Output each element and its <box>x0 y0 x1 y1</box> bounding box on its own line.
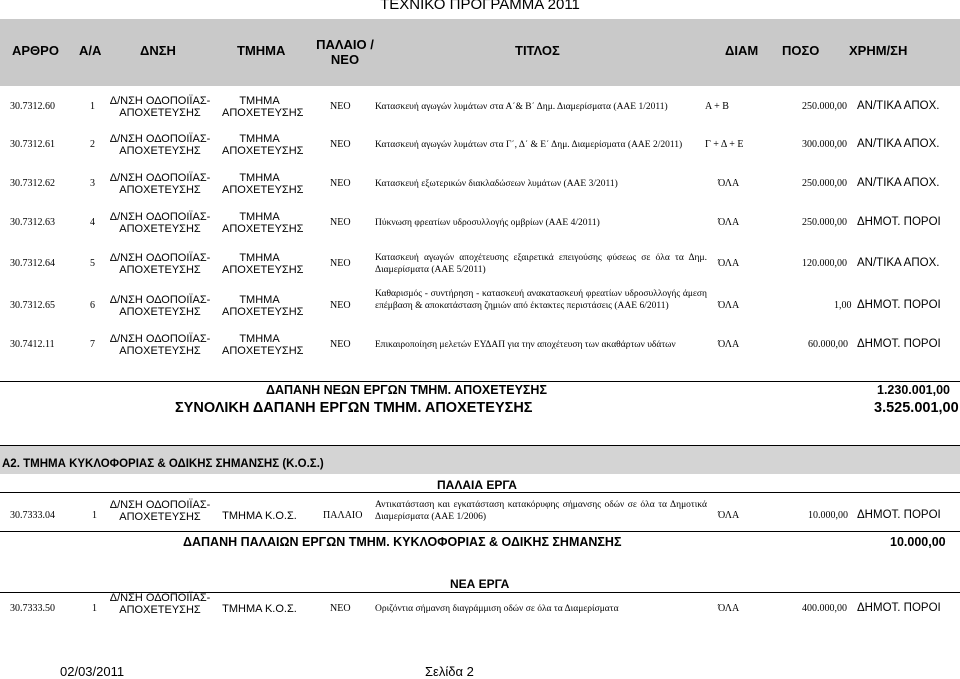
row-diam: ΌΛΑ <box>718 510 740 521</box>
row-poso: 250.000,00 <box>802 217 847 228</box>
row-aa: 1 <box>92 510 97 521</box>
row-title: Κατασκευή αγωγών λυμάτων στα Α΄& Β΄ Δημ. Διαμερίσματα (ΑΑΕ 1/2011) <box>375 102 668 112</box>
row-tmhma <box>222 171 304 196</box>
row-dnsh <box>108 211 212 235</box>
row-xrhm: ΔΗΜΟΤ. ΠΟΡΟΙ <box>857 338 941 350</box>
row-tmhma-line1: ΤΜΗΜΑ <box>239 211 280 223</box>
row-aa: 1 <box>92 603 97 614</box>
row-diam: Γ + Δ + Ε <box>705 138 744 150</box>
row-tmhma <box>222 252 304 276</box>
row-poso: 250.000,00 <box>802 101 847 112</box>
row-diam: ΌΛΑ <box>718 258 740 269</box>
row-poso: 60.000,00 <box>808 339 848 350</box>
row-neo: ΝΕΟ <box>330 300 351 311</box>
row-dnsh-line2: ΑΠΟΧΕΤΕΥΣΗΣ <box>119 183 201 196</box>
divider <box>0 492 960 493</box>
row-tmhma <box>222 333 304 357</box>
row-poso: 120.000,00 <box>802 258 847 269</box>
row-title: Κατασκευή αγωγών λυμάτων στα Γ΄, Δ΄ & Ε΄ Δημ. Διαμερίσματα (ΑΑΕ 2/2011) <box>375 139 683 150</box>
total-all-label: ΣΥΝΟΛΙΚΗ ΔΑΠΑΝΗ ΕΡΓΩΝ ΤΜΗΜ. ΑΠΟΧΕΤΕΥΣΗΣ <box>175 400 533 416</box>
row-tmhma: ΤΜΗΜΑ Κ.Ο.Σ. <box>222 603 297 615</box>
row-title: Επικαιροποίηση μελετών ΕΥΔΑΠ για την αποχέτευση των ακαθάρτων υδάτων <box>375 340 676 350</box>
row-aa: 2 <box>90 138 95 150</box>
row-dnsh-line1: Δ/ΝΣΗ ΟΔΟΠΟΙΪΑΣ- <box>109 171 211 184</box>
row-dnsh <box>108 592 212 616</box>
row-tmhma <box>222 95 304 119</box>
row-dnsh-line2: ΑΠΟΧΕΤΕΥΣΗΣ <box>119 144 201 157</box>
row-poso: 10.000,00 <box>808 510 848 521</box>
row-arthro: 30.7333.04 <box>10 510 55 521</box>
row-dnsh-line1: Δ/ΝΣΗ ΟΔΟΠΟΙΪΑΣ- <box>109 294 211 306</box>
row-tmhma <box>222 211 304 235</box>
row-arthro: 30.7312.65 <box>10 300 55 311</box>
row-dnsh <box>108 172 212 196</box>
section-a2-heading: Α2. ΤΜΗΜΑ ΚΥΚΛΟΦΟΡΙΑΣ & ΟΔΙΚΗΣ ΣΗΜΑΝΣΗΣ (Κ.Ο.Σ.) <box>2 458 324 470</box>
row-neo: ΝΕΟ <box>330 217 351 228</box>
row-arthro: 30.7312.63 <box>10 217 55 228</box>
footer-date: 02/03/2011 <box>60 664 125 679</box>
row-diam: ΌΛΑ <box>718 339 740 350</box>
row-tmhma <box>222 294 304 318</box>
row-xrhm: ΔΗΜΟΤ. ΠΟΡΟΙ <box>857 216 941 228</box>
row-aa: 6 <box>90 300 95 311</box>
row-arthro: 30.7312.61 <box>10 138 55 150</box>
row-neo: ΠΑΛΑΙΟ <box>323 510 363 521</box>
row-poso: 250.000,00 <box>802 177 847 189</box>
header-arthro: ΑΡΘΡΟ <box>12 43 59 58</box>
row-aa: 4 <box>90 217 95 228</box>
row-dnsh-line2: ΑΠΟΧΕΤΕΥΣΗΣ <box>119 306 201 318</box>
row-neo: ΝΕΟ <box>330 603 351 614</box>
new-works-heading: ΝΕΑ ΕΡΓΑ <box>450 577 510 591</box>
row-xrhm: ΑΝ/ΤΙΚΑ ΑΠΟΧ. <box>857 100 940 112</box>
old-total-value: 10.000,00 <box>890 535 946 549</box>
header-xrhm: ΧΡΗΜ/ΣΗ <box>849 43 908 58</box>
row-tmhma-line1: ΤΜΗΜΑ <box>239 333 280 345</box>
total-all-value: 3.525.001,00 <box>874 400 959 416</box>
header-palaio-neo <box>315 37 375 67</box>
row-tmhma-line2: ΑΠΟΧΕΤΕΥΣΗΣ <box>222 345 304 357</box>
row-title: Καθαρισμός - συντήρηση - κατασκευή ανακατασκευή φρεατίων υδροσυλλογής άμεση επέμβαση & αποκατάσταση ζημιών από έκτακτες περιστάσεις (ΑΑΕ 6/2011) <box>375 289 707 311</box>
row-dnsh <box>108 133 212 157</box>
row-arthro: 30.7312.62 <box>10 177 55 189</box>
row-tmhma-line2: ΑΠΟΧΕΤΕΥΣΗΣ <box>222 306 304 318</box>
row-dnsh-line2: ΑΠΟΧΕΤΕΥΣΗΣ <box>119 345 201 357</box>
row-dnsh <box>108 95 212 119</box>
row-tmhma-line1: ΤΜΗΜΑ <box>239 132 280 145</box>
divider <box>0 531 960 532</box>
row-title: Οριζόντια σήμανση διαγράμμιση οδών σε όλα τα Διαμερίσματα <box>375 604 619 614</box>
row-title: Αντικατάσταση και εγκατάσταση κατακόρυφης σήμανσης οδών σε όλα τα Δημοτικά Διαμερίσματα (ΑΑΕ 1/2006) <box>375 500 707 522</box>
row-xrhm: ΔΗΜΟΤ. ΠΟΡΟΙ <box>857 509 941 521</box>
header-poso: ΠΟΣΟ <box>782 43 820 58</box>
row-dnsh-line2: ΑΠΟΧΕΤΕΥΣΗΣ <box>119 107 201 119</box>
row-tmhma-line1: ΤΜΗΜΑ <box>239 252 280 264</box>
row-title: Πύκνωση φρεατίων υδροσυλλογής ομβρίων (ΑΑΕ 4/2011) <box>375 218 600 228</box>
total-new-value: 1.230.001,00 <box>877 383 950 397</box>
row-xrhm: ΔΗΜΟΤ. ΠΟΡΟΙ <box>857 602 941 614</box>
row-aa: 3 <box>90 177 95 189</box>
row-xrhm: ΑΝ/ΤΙΚΑ ΑΠΟΧ. <box>857 176 940 189</box>
row-arthro: 30.7312.60 <box>10 101 55 112</box>
row-tmhma-line2: ΑΠΟΧΕΤΕΥΣΗΣ <box>222 223 304 235</box>
old-works-heading: ΠΑΛΑΙΑ ΕΡΓΑ <box>437 478 517 492</box>
row-xrhm: ΑΝ/ΤΙΚΑ ΑΠΟΧ. <box>857 137 940 150</box>
row-dnsh-line1: Δ/ΝΣΗ ΟΔΟΠΟΙΪΑΣ- <box>109 252 211 264</box>
row-diam: ΌΛΑ <box>718 603 740 614</box>
header-diam: ΔΙΑΜ <box>725 43 759 58</box>
row-tmhma-line1: ΤΜΗΜΑ <box>239 294 280 306</box>
header-palaio-line1: ΠΑΛΑΙΟ / <box>316 37 374 52</box>
row-xrhm: ΑΝ/ΤΙΚΑ ΑΠΟΧ. <box>857 257 940 269</box>
row-aa: 5 <box>90 258 95 269</box>
row-neo: ΝΕΟ <box>330 258 351 269</box>
header-dnsh: ΔΝΣΗ <box>140 43 176 58</box>
row-diam: Α + Β <box>705 101 729 112</box>
row-dnsh <box>108 252 212 276</box>
row-dnsh-line2: ΑΠΟΧΕΤΕΥΣΗΣ <box>119 264 201 276</box>
row-dnsh-line1: Δ/ΝΣΗ ΟΔΟΠΟΙΪΑΣ- <box>109 95 211 107</box>
row-aa: 7 <box>90 339 95 350</box>
row-title: Κατασκευή εξωτερικών διακλαδώσεων λυμάτων (ΑΑΕ 3/2011) <box>375 178 618 189</box>
row-dnsh-line2: ΑΠΟΧΕΤΕΥΣΗΣ <box>119 604 201 616</box>
row-tmhma-line1: ΤΜΗΜΑ <box>239 171 280 184</box>
row-poso: 300.000,00 <box>802 138 847 150</box>
row-diam: ΌΛΑ <box>718 217 740 228</box>
row-tmhma-line2: ΑΠΟΧΕΤΕΥΣΗΣ <box>222 183 304 196</box>
total-new-label: ΔΑΠΑΝΗ ΝΕΩΝ ΕΡΓΩΝ ΤΜΗΜ. ΑΠΟΧΕΤΕΥΣΗΣ <box>266 383 547 397</box>
row-dnsh-line2: ΑΠΟΧΕΤΕΥΣΗΣ <box>119 511 201 523</box>
header-titlos: ΤΙΤΛΟΣ <box>515 43 560 58</box>
row-dnsh-line1: Δ/ΝΣΗ ΟΔΟΠΟΙΪΑΣ- <box>109 592 211 604</box>
row-arthro: 30.7412.11 <box>10 339 55 350</box>
row-neo: ΝΕΟ <box>330 339 351 350</box>
row-dnsh-line1: Δ/ΝΣΗ ΟΔΟΠΟΙΪΑΣ- <box>109 211 211 223</box>
document-title: ΤΕΧΝΙΚΟ ΠΡΟΓΡΑΜΜΑ 2011 <box>380 0 580 13</box>
row-dnsh <box>108 499 212 523</box>
row-tmhma-line2: ΑΠΟΧΕΤΕΥΣΗΣ <box>222 107 304 119</box>
row-dnsh <box>108 294 212 318</box>
row-arthro: 30.7312.64 <box>10 258 55 269</box>
header-palaio-line2: ΝΕΟ <box>330 52 360 67</box>
divider <box>0 381 960 382</box>
footer-page: Σελίδα 2 <box>425 664 474 679</box>
old-total-label: ΔΑΠΑΝΗ ΠΑΛΑΙΩΝ ΕΡΓΩΝ ΤΜΗΜ. ΚΥΚΛΟΦΟΡΙΑΣ & ΟΔΙΚΗΣ ΣΗΜΑΝΣΗΣ <box>183 535 622 549</box>
row-tmhma-line2: ΑΠΟΧΕΤΕΥΣΗΣ <box>222 144 304 157</box>
row-dnsh-line1: Δ/ΝΣΗ ΟΔΟΠΟΙΪΑΣ- <box>109 499 211 511</box>
row-tmhma <box>222 132 304 157</box>
row-title: Κατασκευή αγωγών αποχέτευσης εξαιρετικά επειγούσης φύσεως σε όλα τα Δημ. Διαμερίσματα (ΑΑΕ 5/2011) <box>375 253 707 275</box>
row-dnsh-line1: Δ/ΝΣΗ ΟΔΟΠΟΙΪΑΣ- <box>109 333 211 345</box>
row-aa: 1 <box>90 101 95 112</box>
row-neo: ΝΕΟ <box>330 138 351 150</box>
row-tmhma: ΤΜΗΜΑ Κ.Ο.Σ. <box>222 510 297 522</box>
header-tmhma: ΤΜΗΜΑ <box>237 43 286 58</box>
row-dnsh <box>108 333 212 357</box>
row-diam: ΌΛΑ <box>718 177 740 189</box>
row-arthro: 30.7333.50 <box>10 603 55 614</box>
row-neo: ΝΕΟ <box>330 177 351 189</box>
table-header <box>0 19 960 86</box>
row-xrhm: ΔΗΜΟΤ. ΠΟΡΟΙ <box>857 299 941 311</box>
row-dnsh-line1: Δ/ΝΣΗ ΟΔΟΠΟΙΪΑΣ- <box>109 132 211 145</box>
row-tmhma-line1: ΤΜΗΜΑ <box>239 95 280 107</box>
row-diam: ΌΛΑ <box>718 300 740 311</box>
row-tmhma-line2: ΑΠΟΧΕΤΕΥΣΗΣ <box>222 264 304 276</box>
row-dnsh-line2: ΑΠΟΧΕΤΕΥΣΗΣ <box>119 223 201 235</box>
row-poso: 400.000,00 <box>802 603 847 614</box>
header-aa: Α/Α <box>79 43 102 58</box>
row-neo: ΝΕΟ <box>330 101 351 112</box>
row-poso: 1,00 <box>834 300 852 311</box>
